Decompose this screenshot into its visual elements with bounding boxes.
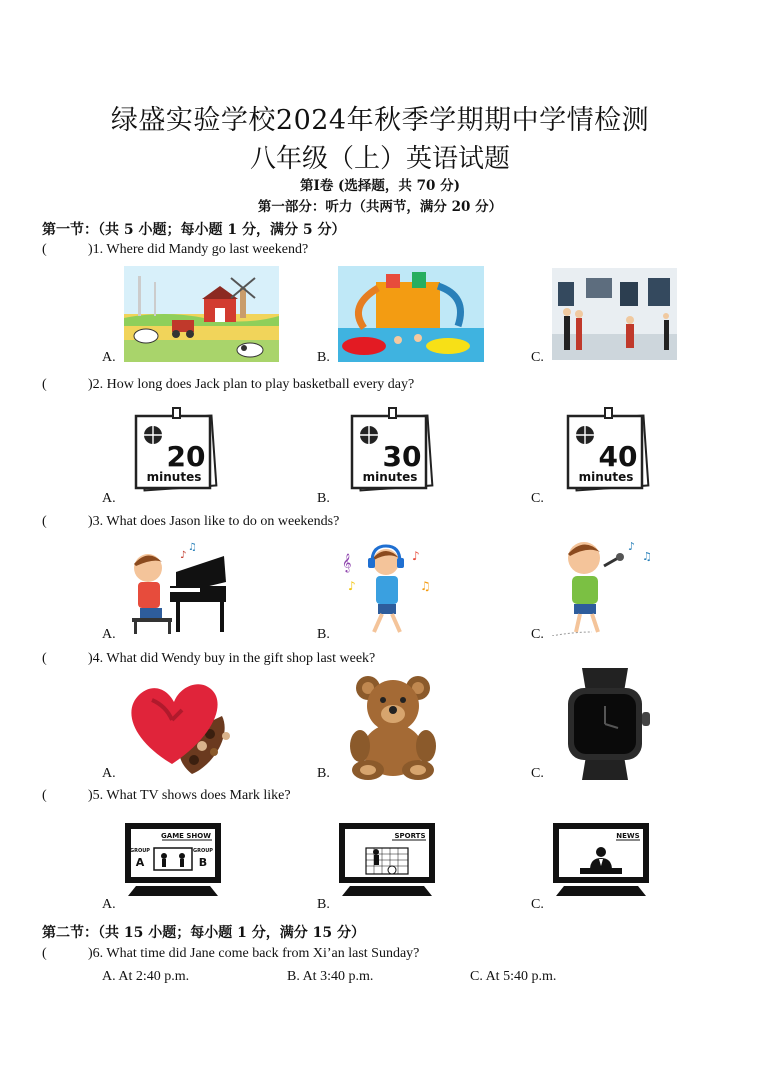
timer-number: 40 — [598, 440, 638, 473]
timer-unit: minutes — [146, 470, 202, 484]
tv-label-group-a: A — [135, 856, 145, 869]
option-b-label: B. — [317, 627, 330, 642]
svg-text:♫: ♫ — [420, 579, 431, 593]
question-text: )1. Where did Mandy go last weekend? — [88, 242, 309, 257]
tv-label-group-b: B — [198, 856, 208, 869]
tv-label-game-show: GAME SHOW — [161, 832, 211, 840]
tv-label-group-left: GROUP — [130, 848, 150, 854]
part-heading: 第一部分：听力（共两节，满分 20 分） — [257, 199, 503, 215]
timer-number: 20 — [166, 440, 206, 473]
choice-b[interactable]: B. At 3:40 p.m. — [287, 969, 374, 984]
question-text: )3. What does Jason like to do on weekends? — [88, 514, 340, 529]
option-a-label: A. — [102, 897, 116, 912]
option-c-label: C. — [531, 897, 544, 912]
answer-blank[interactable]: ( — [42, 788, 47, 803]
question-text: )4. What did Wendy buy in the gift shop last week? — [88, 651, 376, 666]
section1-heading: 第一节：（共 5 小题；每小题 1 分，满分 5 分） — [42, 222, 346, 238]
option-a-label: A. — [102, 491, 116, 506]
choice-c[interactable]: C. At 5:40 p.m. — [470, 969, 557, 984]
answer-blank[interactable]: ( — [42, 651, 47, 666]
option-a-label: A. — [102, 350, 116, 365]
teddy-bear-picture[interactable] — [338, 670, 448, 780]
question-1 — [42, 242, 308, 258]
option-a-label: A. — [102, 766, 116, 781]
boy-listening-music-picture[interactable] — [338, 538, 438, 638]
option-c-label: C. — [531, 491, 544, 506]
question-2 — [42, 377, 414, 393]
answer-blank[interactable]: ( — [42, 377, 47, 392]
question-text: )5. What TV shows does Mark like? — [88, 788, 291, 803]
museum-picture[interactable] — [552, 268, 677, 360]
svg-text:𝄞: 𝄞 — [342, 553, 352, 572]
question-text: )6. What time did Jane come back from Xi’an last Sunday? — [88, 946, 420, 961]
boy-singing-picture[interactable] — [552, 536, 662, 636]
water-park-picture[interactable] — [338, 266, 484, 362]
answer-blank[interactable]: ( — [42, 946, 47, 961]
svg-text:♫: ♫ — [642, 550, 652, 563]
smart-watch-picture[interactable] — [556, 668, 656, 780]
section2-heading: 第二节：（共 15 小题；每小题 1 分，满分 15 分） — [42, 925, 365, 941]
tv-label-sports: SPORTS — [394, 832, 426, 840]
option-b-label: B. — [317, 766, 330, 781]
timer-40-minutes[interactable] — [562, 404, 652, 494]
tv-label-group-right: GROUP — [193, 848, 213, 854]
boy-playing-piano-picture[interactable] — [126, 542, 230, 636]
farm-picture[interactable] — [124, 266, 279, 362]
exam-title: 绿盛实验学校2024年秋季学期期中学情检测 — [110, 105, 650, 136]
question-text: )2. How long does Jack plan to play basketball every day? — [88, 377, 415, 392]
svg-text:♪: ♪ — [180, 550, 187, 561]
tv-sports-picture[interactable] — [338, 822, 436, 898]
option-c-label: C. — [531, 350, 544, 365]
option-c-label: C. — [531, 627, 544, 642]
option-c-label: C. — [531, 766, 544, 781]
svg-text:♪: ♪ — [412, 549, 420, 563]
option-b-label: B. — [317, 350, 330, 365]
svg-text:♫: ♫ — [188, 542, 197, 553]
option-b-label: B. — [317, 897, 330, 912]
svg-text:♪: ♪ — [348, 579, 356, 593]
timer-20-minutes[interactable] — [130, 404, 220, 494]
question-5 — [42, 788, 291, 804]
heart-chocolate-box-picture[interactable] — [122, 676, 244, 778]
timer-unit: minutes — [578, 470, 634, 484]
exam-subtitle: 八年级（上）英语试题 — [249, 144, 510, 174]
option-b-label: B. — [317, 491, 330, 506]
answer-blank[interactable]: ( — [42, 514, 47, 529]
timer-unit: minutes — [362, 470, 418, 484]
answer-blank[interactable]: ( — [42, 242, 47, 257]
tv-label-news: NEWS — [616, 832, 640, 840]
timer-number: 30 — [382, 440, 422, 473]
choice-a[interactable]: A. At 2:40 p.m. — [102, 969, 190, 984]
question-3 — [42, 514, 339, 530]
question-4 — [42, 651, 375, 667]
volume-heading: 第Ⅰ卷 (选择题，共 70 分) — [300, 178, 460, 194]
tv-news-picture[interactable] — [552, 822, 650, 898]
timer-30-minutes[interactable] — [346, 404, 436, 494]
option-a-label: A. — [102, 627, 116, 642]
tv-game-show-picture[interactable] — [124, 822, 222, 898]
svg-text:♪: ♪ — [628, 540, 636, 553]
question-6 — [42, 946, 419, 962]
